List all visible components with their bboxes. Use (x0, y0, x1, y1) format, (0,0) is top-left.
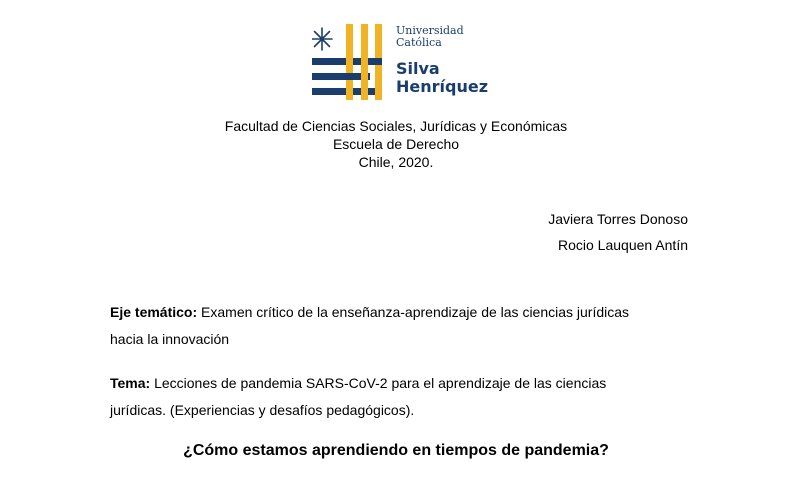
ucsh-emblem-icon (312, 22, 392, 100)
logo-line-2: Católica (396, 36, 442, 49)
logo-text-silva (396, 60, 488, 96)
author-name: Rocio Lauquen Antín (558, 237, 688, 253)
eje-label: Eje temático: (110, 304, 198, 320)
tema-text-line-2: jurídicas. (Experiencias y desafíos pedagógicos). (110, 402, 415, 418)
university-logo (312, 22, 490, 100)
logo-text-universidad (396, 25, 464, 49)
faculty-name: Facultad de Ciencias Sociales, Jurídicas y Económicas (224, 118, 568, 134)
author-name: Javiera Torres Donoso (548, 211, 688, 227)
eje-text-line-1: Examen crítico de la enseñanza-aprendizaje de las ciencias jurídicas (197, 304, 630, 320)
logo-line-1: Universidad (396, 24, 464, 37)
logo-line-4: Henríquez (396, 77, 489, 96)
place-date: Chile, 2020. (358, 154, 434, 170)
document-title-question: ¿Cómo estamos aprendiendo en tiempos de pandemia? (183, 442, 609, 459)
authors-block (548, 206, 688, 258)
logo-line-3: Silva (396, 59, 440, 78)
tema-label: Tema: (110, 375, 151, 391)
tema-text-line-1: Lecciones de pandemia SARS-CoV-2 para el aprendizaje de las ciencias (150, 375, 607, 391)
eje-text-line-2: hacia la innovación (110, 331, 230, 347)
eje-tematico-paragraph (110, 299, 687, 353)
tema-paragraph (110, 370, 687, 424)
institution-header (0, 117, 792, 171)
school-name: Escuela de Derecho (332, 136, 460, 152)
